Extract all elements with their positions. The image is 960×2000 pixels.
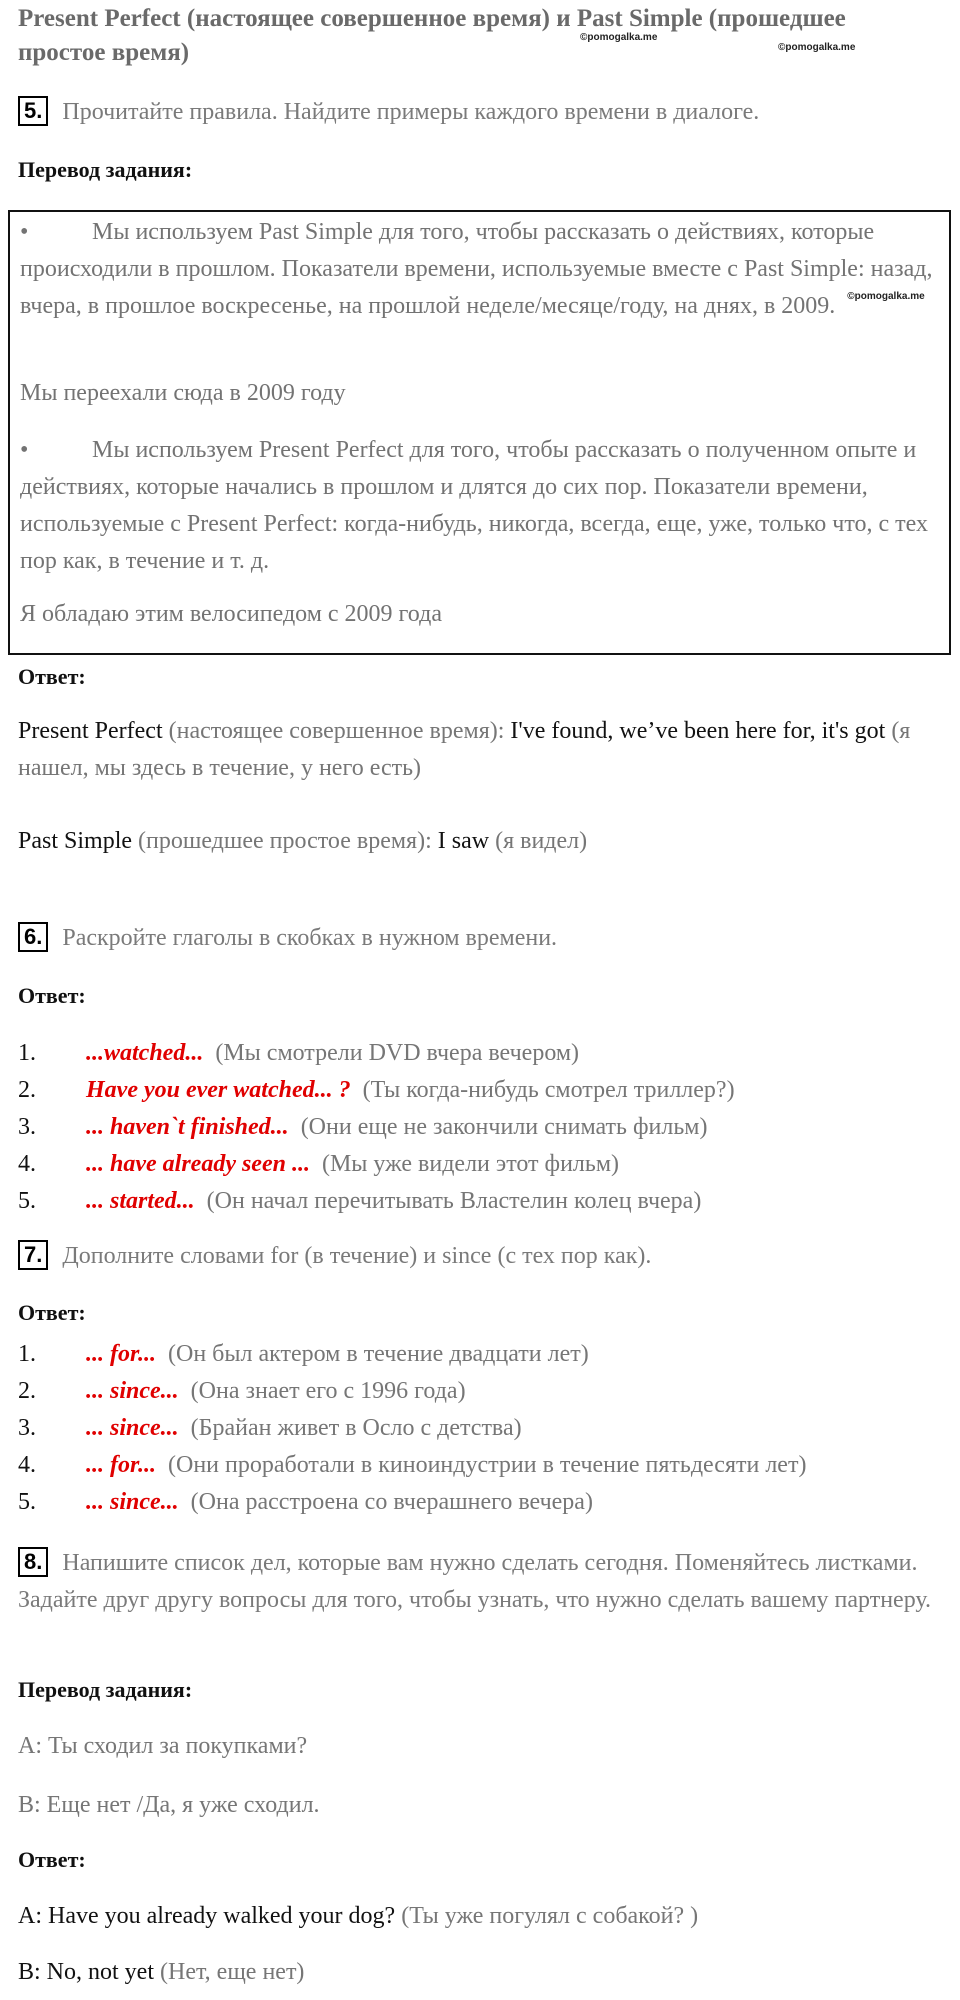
list-item: 5. ... started... (Он начал перечитывать Властелин колец вчера) bbox=[18, 1188, 702, 1214]
list-item: 5. ... since... (Она расстроена со вчерашнего вечера) bbox=[18, 1489, 593, 1515]
examples-translation: (я нашел, мы здесь в течение, у него есть) bbox=[18, 718, 911, 781]
bullet-icon: • bbox=[20, 437, 29, 463]
list-item: 3. ... since... (Брайан живет в Осло с детства) bbox=[18, 1415, 522, 1441]
task-text: Напишите список дел, которые вам нужно сделать сегодня. Поменяйтесь листками. Задайте друг другу вопросы для того, чтобы узнать, что нужно сделать вашему партнеру. bbox=[18, 1550, 931, 1613]
task-text: Дополните словами for (в течение) и since (с тех пор как). bbox=[62, 1243, 652, 1269]
tense-label: Present Perfect bbox=[18, 718, 163, 744]
watermark: ©pomogalka.me bbox=[778, 42, 856, 53]
exercise-number: 6. bbox=[18, 922, 48, 952]
exercise-number: 7. bbox=[18, 1240, 48, 1270]
rule-present-perfect bbox=[20, 432, 950, 580]
exercise-7-answers bbox=[18, 1336, 948, 1521]
answer-heading: Ответ: bbox=[18, 983, 86, 1008]
examples-en: I've found, we’ve been here for, it's got bbox=[510, 718, 886, 744]
tense-label: Past Simple bbox=[18, 828, 133, 854]
translation-heading: Перевод задания: bbox=[18, 157, 193, 182]
rule-past-simple bbox=[20, 214, 950, 329]
tense-ru: (прошедшее простое время): bbox=[132, 828, 438, 854]
watermark: ©pomogalka.me bbox=[580, 32, 658, 43]
answer-heading: Ответ: bbox=[18, 1300, 86, 1325]
exercise-6-task bbox=[18, 920, 943, 957]
translation-heading: Перевод задания: bbox=[18, 1677, 193, 1702]
list-item: 2. ... since... (Она знает его с 1996 года) bbox=[18, 1378, 466, 1404]
list-item: 3. ... haven`t finished... (Они еще не закончили снимать фильм) bbox=[18, 1114, 708, 1140]
list-item: 1. ... for... (Он был актером в течение двадцати лет) bbox=[18, 1341, 589, 1367]
list-item: 4. ... for... (Они проработали в киноиндустрии в течение пятьдесяти лет) bbox=[18, 1452, 807, 1478]
watermark: ©pomogalka.me bbox=[847, 291, 925, 302]
exercise-number: 5. bbox=[18, 96, 48, 126]
answer-line-a: A: Have you already walked your dog? (Ты уже погулял с собакой? ) bbox=[18, 1903, 699, 1929]
rule-text: Мы используем Present Perfect для того, чтобы рассказать о полученном опыте и действиях, которые начались в прошлом и длятся до сих пор. Показатели времени, используемые с Present Perfect: когда-нибудь, никогда, всегда, еще, уже, только что, с тех пор как, в течение и т. д. bbox=[20, 437, 928, 574]
rules-box bbox=[8, 210, 951, 655]
rule-text: Мы используем Past Simple для того, чтобы рассказать о действиях, которые происходили в прошлом. Показатели времени, используемые вместе с Past Simple: назад, вчера, в прошлое воскресенье, на прошлой неделе/месяце/году, на днях, в 2009. bbox=[20, 219, 933, 319]
list-item: 1. ...watched... (Мы смотрели DVD вчера вечером) bbox=[18, 1040, 580, 1066]
list-item: 4. ... have already seen ... (Мы уже видели этот фильм) bbox=[18, 1151, 620, 1177]
exercise-7-task bbox=[18, 1238, 943, 1275]
tense-ru: (настоящее совершенное время): bbox=[162, 718, 511, 744]
task-text: Раскройте глаголы в скобках в нужном времени. bbox=[62, 925, 558, 951]
answer-heading: Ответ: bbox=[18, 664, 86, 689]
dialog-line-a: A: Ты сходил за покупками? bbox=[18, 1733, 308, 1759]
examples-en: I saw bbox=[437, 828, 490, 854]
exercise-5-task bbox=[18, 94, 943, 131]
list-item: 2. Have you ever watched... ? (Ты когда-нибудь смотрел триллер?) bbox=[18, 1077, 735, 1103]
exercise-number: 8. bbox=[18, 1547, 48, 1577]
example-past-simple: Мы переехали сюда в 2009 году bbox=[20, 380, 346, 406]
dialog-line-b: B: Еще нет /Да, я уже сходил. bbox=[18, 1792, 320, 1818]
page-title: Present Perfect (настоящее совершенное время) и Past Simple (прошедшее простое время) bbox=[18, 5, 846, 66]
example-present-perfect: Я обладаю этим велосипедом с 2009 года bbox=[20, 601, 442, 627]
bullet-icon: • bbox=[20, 219, 29, 245]
answer-heading: Ответ: bbox=[18, 1847, 86, 1872]
answer-past-simple bbox=[18, 823, 948, 860]
answer-line-b: B: No, not yet (Нет, еще нет) bbox=[18, 1959, 305, 1985]
exercise-6-answers bbox=[18, 1035, 948, 1220]
examples-translation: (я видел) bbox=[489, 828, 588, 854]
task-text: Прочитайте правила. Найдите примеры каждого времени в диалоге. bbox=[62, 99, 760, 125]
answer-present-perfect bbox=[18, 713, 948, 787]
exercise-8-task bbox=[18, 1545, 943, 1619]
